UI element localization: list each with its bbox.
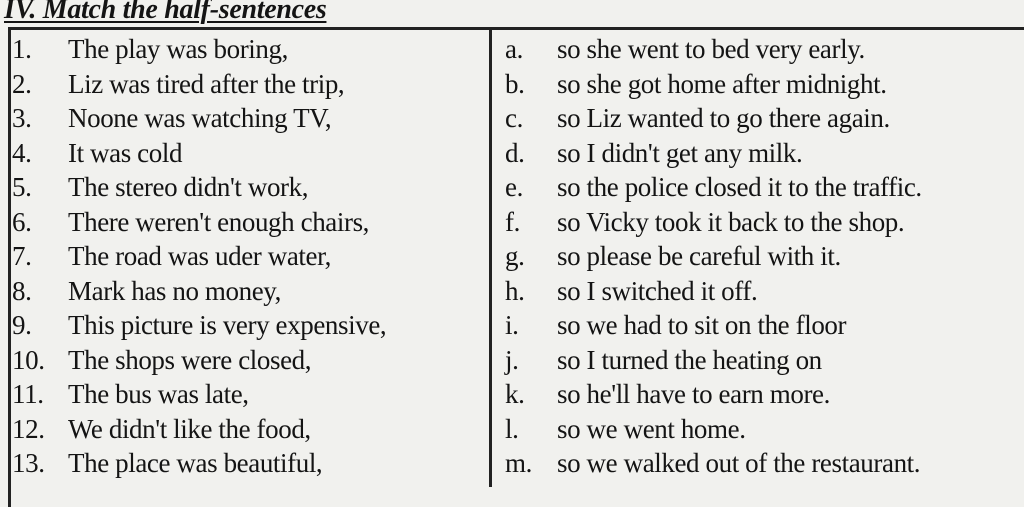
left-item (12, 274, 488, 309)
left-item (12, 412, 488, 447)
item-letter: m. (505, 448, 532, 478)
half-sentence: so we walked out of the restaurant. (557, 448, 921, 478)
half-sentence: so the police closed it to the traffic. (557, 172, 922, 202)
item-number: 4. (12, 137, 32, 168)
half-sentence: The place was beautiful, (68, 448, 323, 478)
half-sentence: so I turned the heating on (557, 344, 822, 375)
item-letter: i. (505, 310, 519, 340)
half-sentence: so Liz wanted to go there again. (557, 103, 890, 133)
half-sentence: There weren't enough chairs, (68, 206, 370, 237)
item-letter: e. (505, 172, 523, 202)
item-letter: c. (505, 103, 523, 133)
right-item (505, 136, 1024, 171)
item-number: 9. (12, 310, 32, 340)
left-item (12, 136, 488, 171)
half-sentence: This picture is very expensive, (68, 310, 387, 340)
half-sentence: The shops were closed, (68, 344, 312, 375)
half-sentence: so I didn't get any milk. (557, 137, 803, 168)
left-item (12, 239, 488, 274)
item-number: 12. (12, 413, 45, 444)
half-sentence: so we went home. (557, 413, 746, 444)
half-sentence: so we had to sit on the floor (557, 310, 847, 340)
item-number: 1. (12, 34, 32, 64)
left-item (12, 377, 488, 412)
item-letter: h. (505, 275, 525, 306)
item-number: 10. (12, 344, 45, 375)
half-sentence: We didn't like the food, (68, 413, 311, 444)
half-sentence: The bus was late, (68, 379, 249, 409)
item-number: 13. (12, 448, 45, 478)
left-item (12, 67, 488, 102)
right-item (505, 377, 1024, 412)
item-letter: l. (505, 413, 519, 444)
item-number: 2. (12, 68, 32, 99)
half-sentence: The play was boring, (68, 34, 288, 64)
right-item (505, 343, 1024, 378)
left-column (12, 32, 488, 481)
right-item (505, 412, 1024, 447)
half-sentence: The stereo didn't work, (68, 172, 309, 202)
item-letter: f. (505, 206, 520, 237)
left-item (12, 170, 488, 205)
right-item (505, 67, 1024, 102)
exercise-heading: IV. Match the half-sentences (4, 0, 327, 25)
left-item (12, 32, 488, 67)
left-item (12, 205, 488, 240)
item-number: 8. (12, 275, 32, 306)
half-sentence: so I switched it off. (557, 275, 758, 306)
half-sentence: so he'll have to earn more. (557, 379, 830, 409)
left-item (12, 101, 488, 136)
item-number: 3. (12, 103, 32, 133)
right-item (505, 101, 1024, 136)
item-letter: g. (505, 241, 525, 271)
item-number: 11. (12, 379, 44, 409)
half-sentence: so please be careful with it. (557, 241, 841, 271)
half-sentence: It was cold (68, 137, 183, 168)
left-item (12, 446, 488, 481)
half-sentence: Mark has no money, (68, 275, 282, 306)
right-item (505, 446, 1024, 481)
half-sentence: Liz was tired after the trip, (68, 68, 345, 99)
item-number: 7. (12, 241, 32, 271)
right-item (505, 170, 1024, 205)
item-letter: j. (505, 344, 519, 375)
half-sentence: Noone was watching TV, (68, 103, 332, 133)
half-sentence: so she went to bed very early. (557, 34, 865, 64)
column-divider (489, 27, 492, 487)
right-item (505, 32, 1024, 67)
right-item (505, 308, 1024, 343)
right-item (505, 205, 1024, 240)
right-column (505, 32, 1024, 481)
item-letter: d. (505, 137, 525, 168)
item-number: 6. (12, 206, 32, 237)
item-letter: b. (505, 68, 525, 99)
half-sentence: The road was uder water, (68, 241, 331, 271)
item-number: 5. (12, 172, 32, 202)
half-sentence: so Vicky took it back to the shop. (557, 206, 905, 237)
right-item (505, 274, 1024, 309)
item-letter: k. (505, 379, 525, 409)
half-sentence: so she got home after midnight. (557, 68, 887, 99)
left-item (12, 308, 488, 343)
right-item (505, 239, 1024, 274)
left-item (12, 343, 488, 378)
item-letter: a. (505, 34, 523, 64)
